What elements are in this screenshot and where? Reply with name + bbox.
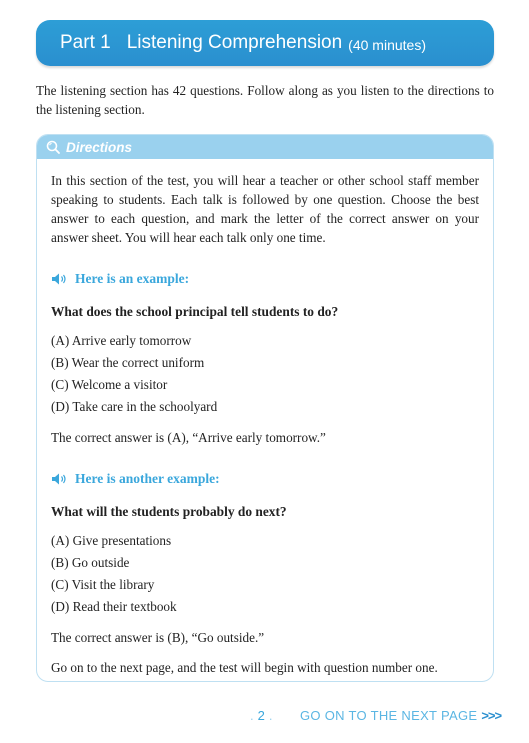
magnifier-icon xyxy=(45,139,61,155)
page-footer xyxy=(0,705,529,725)
section-title: Listening Comprehension xyxy=(126,32,343,53)
option-a: (A) Give presentations xyxy=(51,533,172,548)
example-label-1: Here is an example: xyxy=(75,271,190,286)
duration-label: (40 minutes) xyxy=(348,36,426,53)
example-answer-1: The correct answer is (A), “Arrive early tomorrow.” xyxy=(51,430,326,445)
example-options-2 xyxy=(51,530,479,618)
option-c: (C) Visit the library xyxy=(51,577,155,592)
option-c: (C) Welcome a visitor xyxy=(51,377,168,392)
option-d: (D) Take care in the schoolyard xyxy=(51,399,218,414)
directions-title: Directions xyxy=(66,139,133,155)
option-b: (B) Wear the correct uniform xyxy=(51,355,205,370)
option-a: (A) Arrive early tomorrow xyxy=(51,333,192,348)
option-b: (B) Go outside xyxy=(51,555,130,570)
closing-instruction: Go on to the next page, and the test will begin with question number one. xyxy=(51,660,438,675)
chevron-right-icon: >>> xyxy=(481,708,502,723)
example-options-1 xyxy=(51,330,479,418)
directions-header xyxy=(37,135,493,159)
example-answer-2: The correct answer is (B), “Go outside.” xyxy=(51,630,265,645)
directions-content xyxy=(51,171,479,677)
page-number: . 2 . xyxy=(250,708,273,723)
directions-body: In this section of the test, you will hear a teacher or other school staff member speaking to students. Each talk is followed by one question. Choose the best answer to each question, and mark the letter of the correct answer on your answer sheet. You will hear each talk only one time. xyxy=(51,173,479,245)
next-page-link: GO ON TO THE NEXT PAGE >>> xyxy=(300,708,502,723)
example-heading-2 xyxy=(51,471,479,487)
directions-box xyxy=(36,134,494,682)
section-banner xyxy=(36,20,494,66)
option-d: (D) Read their textbook xyxy=(51,599,177,614)
speaker-icon xyxy=(51,472,67,486)
example-heading-1 xyxy=(51,271,479,287)
part-label: Part 1 xyxy=(60,32,111,53)
intro-text: The listening section has 42 questions. Follow along as you listen to the directions to the listening section. xyxy=(36,83,494,117)
example-question-2: What will the students probably do next? xyxy=(51,504,287,519)
speaker-icon xyxy=(51,272,67,286)
example-question-1: What does the school principal tell students to do? xyxy=(51,304,339,319)
example-label-2: Here is another example: xyxy=(75,471,220,486)
